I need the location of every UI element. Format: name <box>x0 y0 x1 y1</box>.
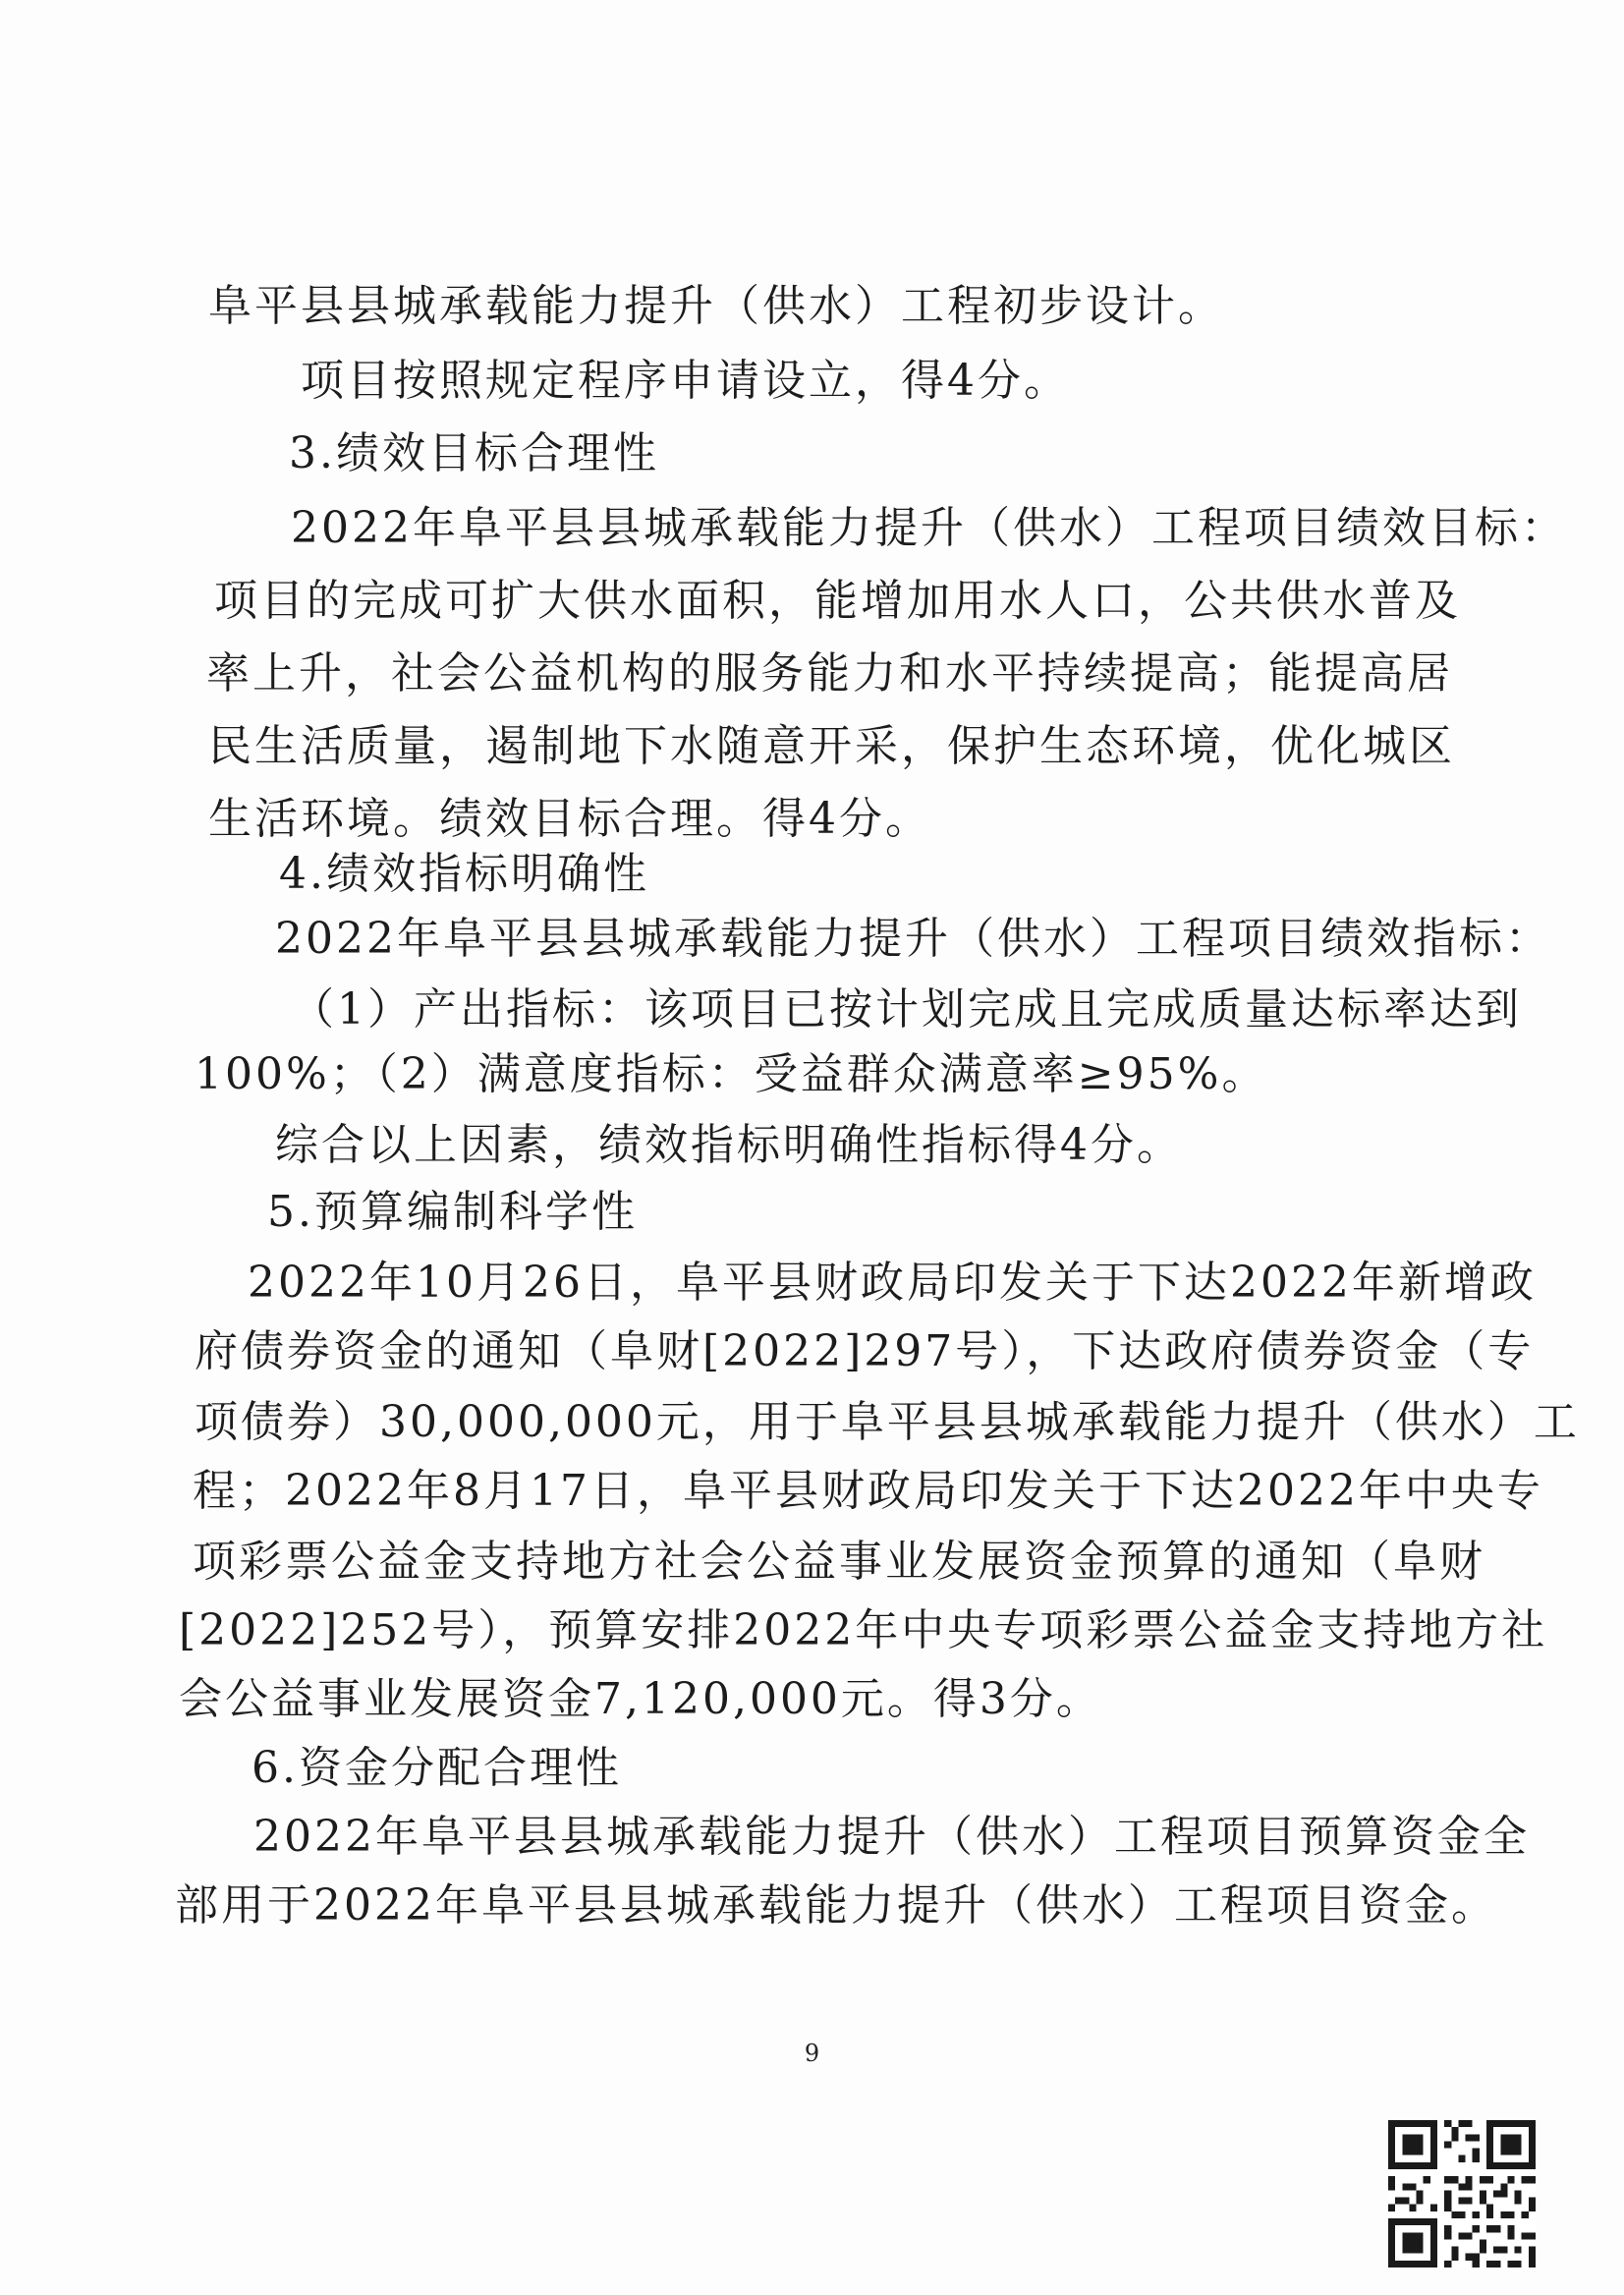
paragraph-line: 项目的完成可扩大供水面积，能增加用水人口，公共供水普及 <box>214 576 1461 626</box>
section-heading: 3.绩效目标合理性 <box>289 428 659 478</box>
section-heading: 5.预算编制科学性 <box>267 1187 638 1237</box>
paragraph-line: 项债券）30,000,000元，用于阜平县县城承载能力提升（供水）工 <box>195 1397 1580 1447</box>
paragraph-line: 2022年阜平县县城承载能力提升（供水）工程项目绩效指标： <box>275 914 1551 964</box>
paragraph-line: 阜平县县城承载能力提升（供水）工程初步设计。 <box>208 281 1224 331</box>
paragraph-line: 2022年10月26日，阜平县财政局印发关于下达2022年新增政 <box>248 1258 1537 1308</box>
paragraph-line: （1）产出指标：该项目已按计划完成且完成质量达标率达到 <box>291 984 1522 1035</box>
paragraph-line: 部用于2022年阜平县县城承载能力提升（供水）工程项目资金。 <box>175 1880 1497 1931</box>
paragraph-line: 项目按照规定程序申请设立，得4分。 <box>301 356 1070 406</box>
paragraph-line: 会公益事业发展资金7,120,000元。得3分。 <box>179 1674 1102 1724</box>
paragraph-line: 程；2022年8月17日，阜平县财政局印发关于下达2022年中央专 <box>193 1466 1543 1516</box>
paragraph-line: 项彩票公益金支持地方社会公益事业发展资金预算的通知（阜财 <box>193 1537 1485 1587</box>
paragraph-line: 府债券资金的通知（阜财[2022]297号），下达政府债券资金（专 <box>195 1326 1535 1376</box>
section-heading: 6.资金分配合理性 <box>252 1743 622 1793</box>
page-number: 9 <box>804 2040 820 2067</box>
section-heading: 4.绩效指标明确性 <box>279 849 649 899</box>
paragraph-line: 100%；（2）满意度指标：受益群众满意率≥95%。 <box>195 1049 1268 1099</box>
qr-code-icon <box>1388 2120 1536 2267</box>
paragraph-line: 民生活质量，遏制地下水随意开采，保护生态环境，优化城区 <box>208 721 1455 771</box>
paragraph-line: 生活环境。绩效目标合理。得4分。 <box>208 794 931 844</box>
paragraph-line: 综合以上因素，绩效指标明确性指标得4分。 <box>275 1120 1183 1170</box>
paragraph-line: 率上升，社会公益机构的服务能力和水平持续提高；能提高居 <box>206 648 1453 699</box>
paragraph-line: 2022年阜平县县城承载能力提升（供水）工程项目预算资金全 <box>253 1812 1530 1862</box>
paragraph-line: [2022]252号），预算安排2022年中央专项彩票公益金支持地方社 <box>179 1605 1548 1655</box>
paragraph-line: 2022年阜平县县城承载能力提升（供水）工程项目绩效目标： <box>291 503 1567 553</box>
